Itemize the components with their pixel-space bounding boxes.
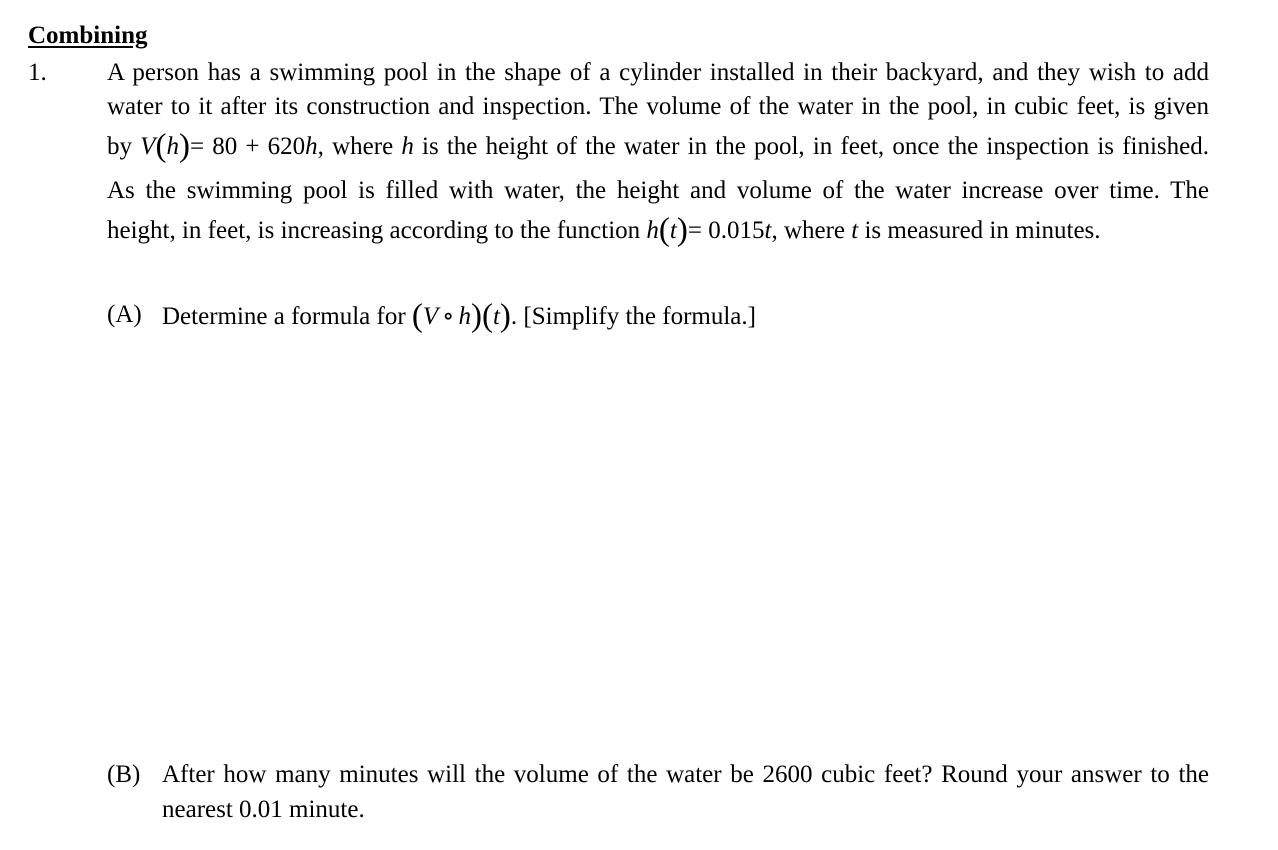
part-a-pre: Determine a formula for — [162, 303, 406, 330]
question-line-5 — [107, 212, 1101, 248]
close-paren: ) — [676, 212, 688, 248]
line5-post-b: is measured in minutes. — [864, 217, 1101, 244]
h-word: h — [401, 133, 414, 160]
height-function-arg: t — [669, 217, 677, 244]
part-b-line-1: After how many minutes will the volume of the water be 2600 cubic feet? Round your answer to the — [162, 761, 1209, 788]
line3-post-b: is the height of the water in the pool, in feet, once the inspection is finished. — [422, 133, 1209, 160]
close-paren: ) — [470, 298, 482, 334]
open-paren: ( — [481, 298, 493, 334]
open-paren: ( — [155, 128, 167, 164]
part-a-text — [162, 298, 756, 334]
open-paren: ( — [658, 212, 670, 248]
composite-outer: V — [422, 303, 439, 330]
part-b-line-2: nearest 0.01 minute. — [162, 796, 365, 823]
question-line-1: A person has a swimming pool in the shape of a cylinder installed in their backyard, and they wish to add — [107, 59, 1209, 86]
volume-function-rhs: = 80 + 620 — [189, 133, 306, 160]
question-line-2: water to it after its construction and inspection. The volume of the water in the pool, in cubic feet, is given — [107, 93, 1209, 120]
t-word: t — [851, 217, 859, 244]
part-a-post: . [Simplify the formula.] — [510, 303, 756, 330]
open-paren: ( — [411, 298, 423, 334]
question-line-4: As the swimming pool is filled with water, the height and volume of the water increase over time. The — [107, 177, 1209, 204]
volume-function-arg: h — [166, 133, 179, 160]
height-function-var: t — [764, 217, 772, 244]
composite-arg: t — [492, 303, 500, 330]
question-number: 1. — [28, 59, 47, 86]
question-line-3 — [107, 128, 1209, 164]
line3-pre: by — [107, 133, 132, 160]
height-function-rhs: = 0.015 — [687, 217, 765, 244]
part-a-label: (A) — [107, 301, 142, 328]
close-paren: ) — [499, 298, 511, 334]
composition-symbol: ∘ — [442, 303, 455, 330]
height-function-name: h — [646, 217, 659, 244]
close-paren: ) — [178, 128, 190, 164]
volume-function-var: h — [305, 133, 318, 160]
part-b-label: (B) — [107, 761, 141, 788]
section-heading: Combining — [28, 22, 148, 49]
line3-post-a: , where — [317, 133, 394, 160]
line5-pre: height, in feet, is increasing according to the function — [107, 217, 641, 244]
composite-inner: h — [458, 303, 471, 330]
line5-post-a: , where — [771, 217, 846, 244]
volume-function-name: V — [140, 133, 156, 160]
